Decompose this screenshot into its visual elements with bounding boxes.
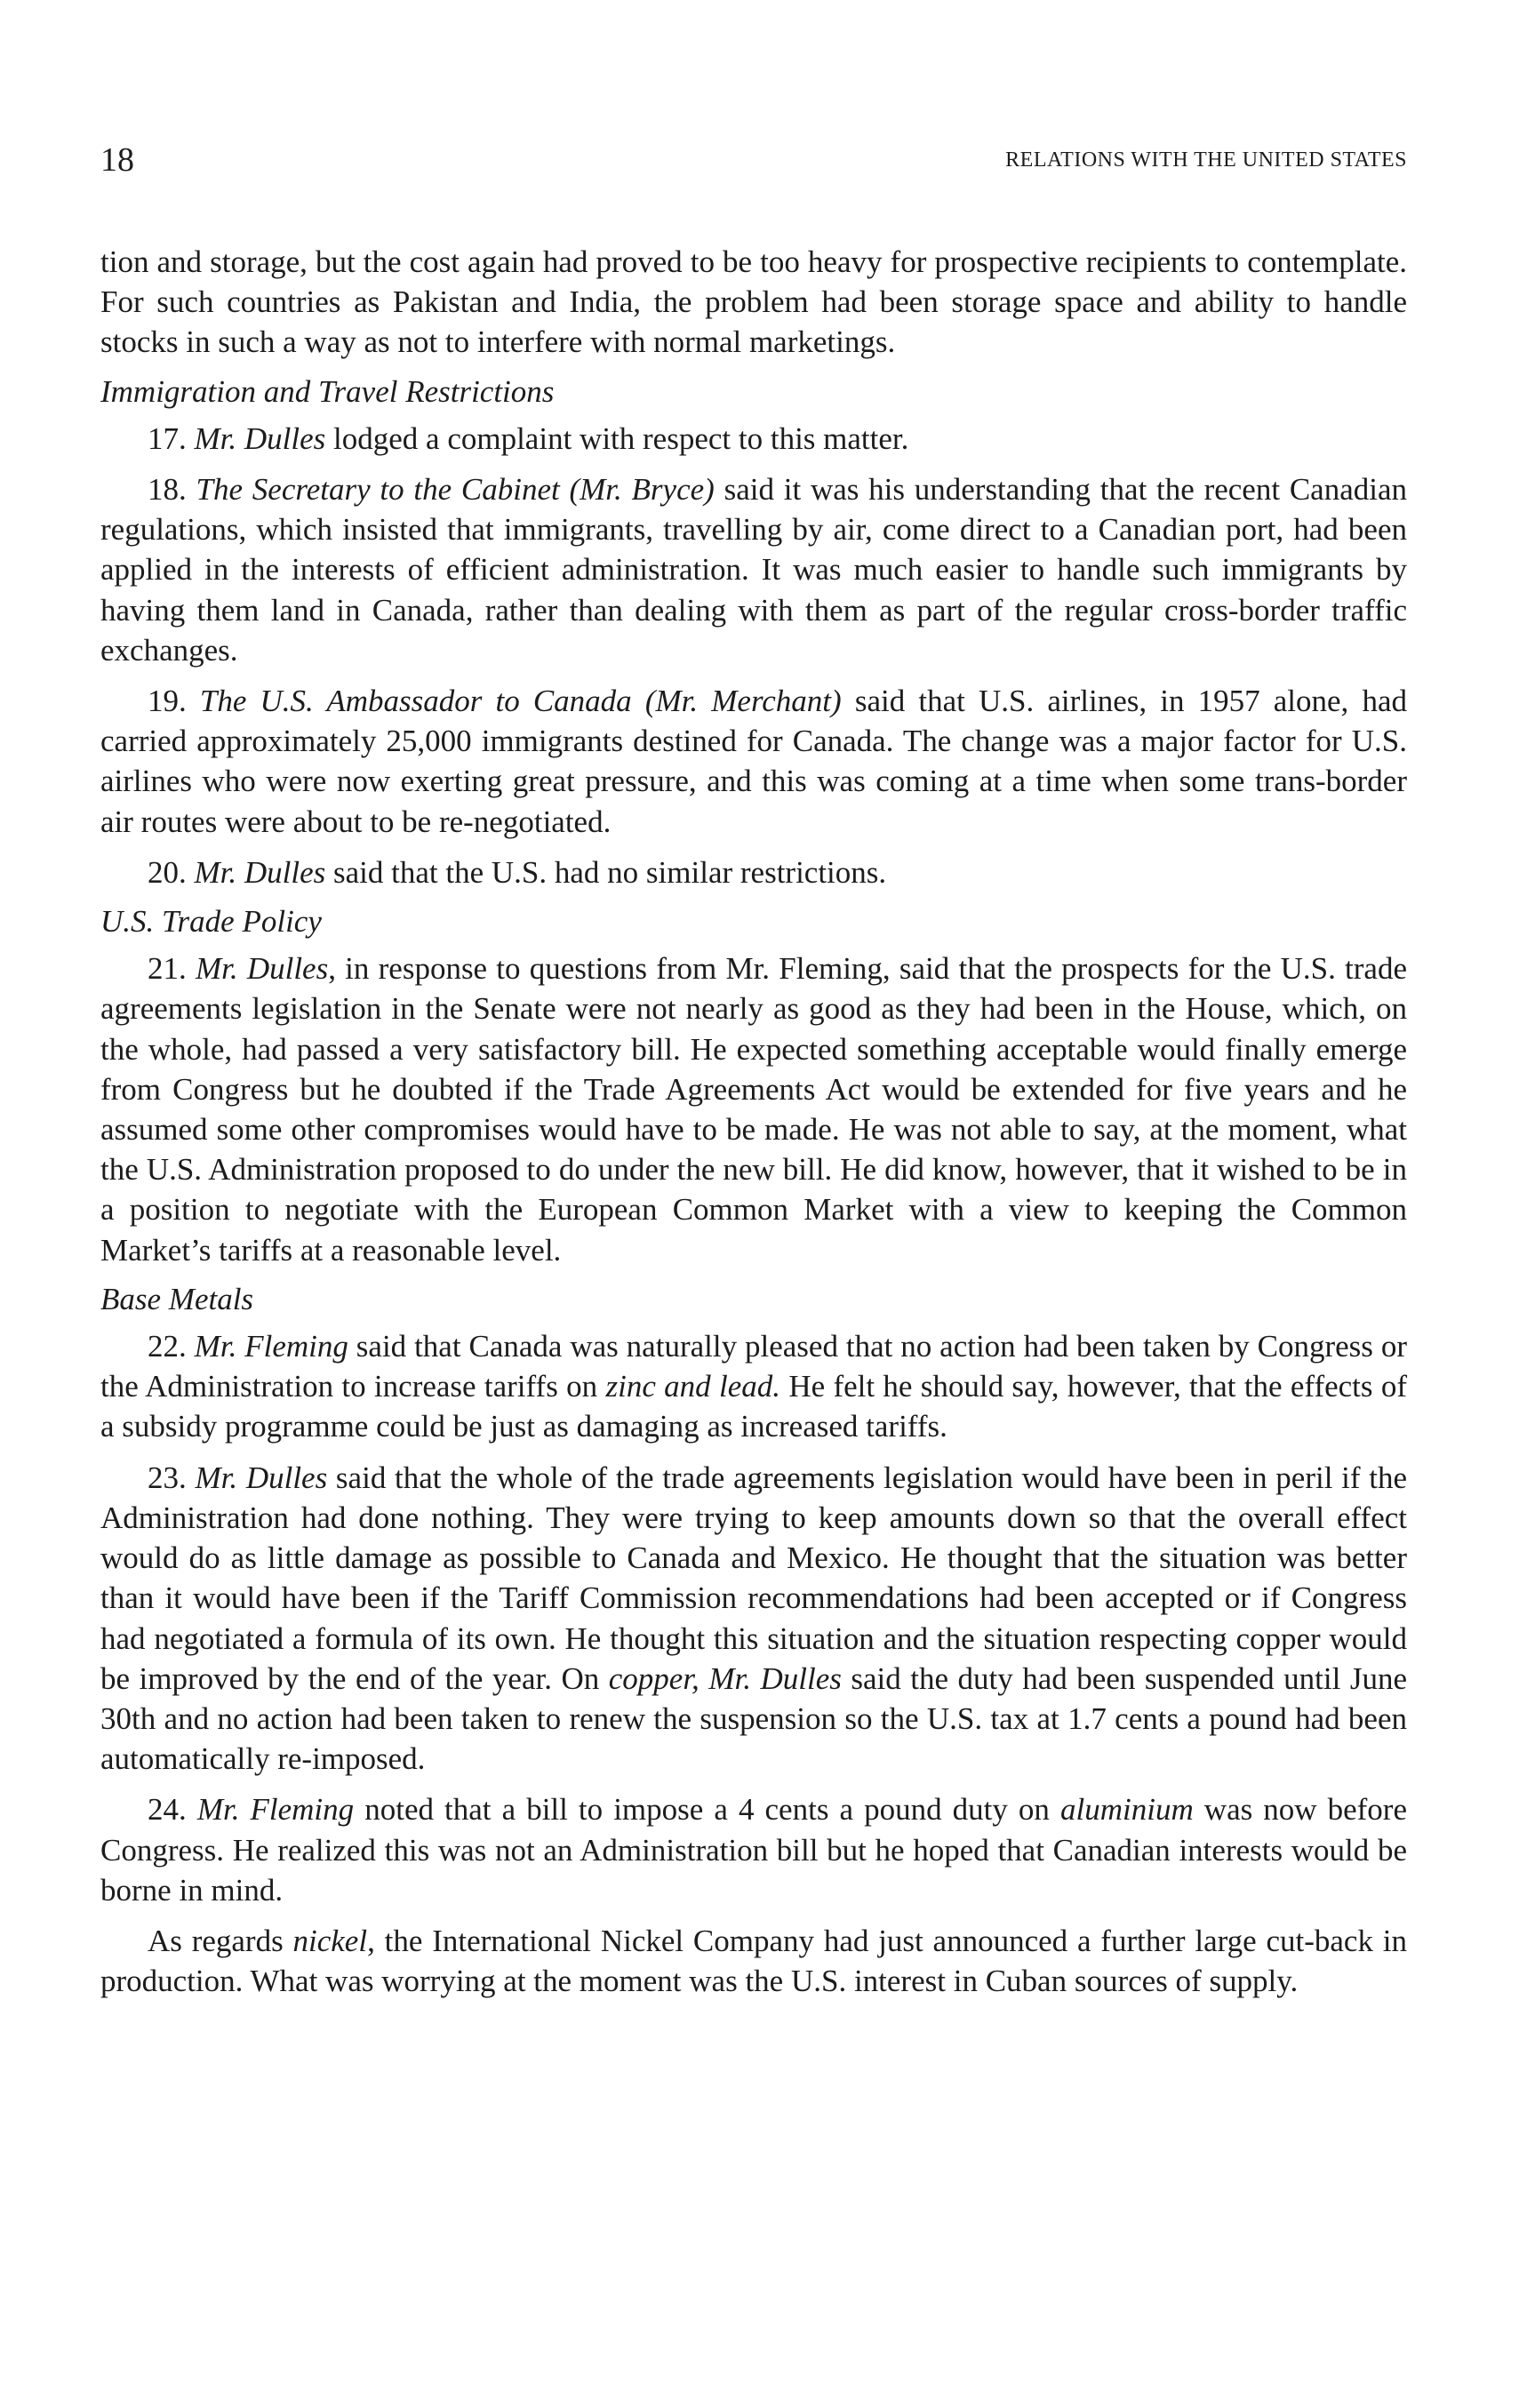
emphasis: zinc and lead. xyxy=(605,1369,780,1404)
paragraph-text: was now before Congress. He realized this was not an Administration bill but he hoped that Canadian interests would be borne in mind. xyxy=(100,1792,1408,1908)
paragraph-nickel xyxy=(100,1921,1407,2001)
paragraph-text: said that the U.S. had no similar restrictions. xyxy=(325,854,887,890)
paragraph-text: said it was his understanding that the recent Canadian regulations, which insisted that immigrants, travelling by air, come direct to a Canadian port, had been applied in the interests of efficient administration. It was much easier to handle such immigrants by having them land in Canada, rather than dealing with them as part of the regular cross-border traffic exchanges. xyxy=(100,472,1408,668)
paragraph-number: 17. xyxy=(148,420,187,456)
speaker: Mr. Dulles xyxy=(194,420,326,456)
speaker: The U.S. Ambassador to Canada (Mr. Merchant) xyxy=(199,684,842,719)
emphasis: aluminium xyxy=(1060,1792,1194,1828)
paragraph-text: lodged a complaint with respect to this matter. xyxy=(325,420,909,456)
paragraph-text: , the International Nickel Company had just announced a further large cut-back in production. What was worrying at the moment was the U.S. interest in Cuban sources of supply. xyxy=(100,1923,1407,1999)
section-heading-immigration: Immigration and Travel Restrictions xyxy=(100,373,555,409)
paragraph-text: , in response to questions from Mr. Fleming, said that the prospects for the U.S. trade agreements legislation in the Senate were not nearly as good as they had been in the House, which, on the whole, had passed a very satisfactory bill. He expected something acceptable would finally emerge from Congress but he doubted if the Trade Agreements Act would be extended for five years and he assumed some other compromises would have to be made. He was not able to say, at the moment, what the U.S. Administration proposed to do under the new bill. He did know, however, that it wished to be in a position to negotiate with the European Common Market with a view to keeping the Common Market’s tariffs at a reasonable level. xyxy=(100,951,1407,1268)
page-number: 18 xyxy=(100,141,134,179)
paragraph-23 xyxy=(100,1458,1407,1780)
paragraph-number: 24. xyxy=(148,1792,187,1828)
paragraph-number: 19. xyxy=(148,684,187,719)
paragraph-number: 22. xyxy=(148,1329,187,1364)
paragraph-number: 20. xyxy=(148,854,187,890)
paragraph-20 xyxy=(100,852,1407,892)
running-head: RELATIONS WITH THE UNITED STATES xyxy=(1005,148,1407,172)
paragraph-number: 21. xyxy=(148,951,187,987)
paragraph-text: said that U.S. airlines, in 1957 alone, had carried approximately 25,000 immigrants destined for Canada. The change was a major factor for U.S. airlines who were now exerting great pressure, and this was coming at a time when some trans-border air routes were about to be re-negotiated. xyxy=(100,684,1407,839)
paragraph-text: As regards xyxy=(148,1923,293,1958)
section-heading-base-metals: Base Metals xyxy=(100,1281,254,1316)
paragraph-text: He felt he should say, however, that the effects of a subsidy programme could be just as damaging as increased tariffs. xyxy=(100,1369,1408,1444)
paragraph-text: said the duty had been suspended until June 30th and no action had been taken to renew the suspension so the U.S. tax at 1.7 cents a pound had been automatically re-imposed. xyxy=(100,1660,1408,1777)
paragraph-22 xyxy=(100,1326,1407,1447)
body-text xyxy=(100,242,1407,2001)
paragraph-text: said that the whole of the trade agreements legislation would have been in peril if the Administration had done nothing. They were trying to keep amounts down so that the overall effect would do as little damage as possible to Canada and Mexico. He thought that the situation was better than it would have been if the Tariff Commission recommendations had been accepted or if Congress had negotiated a formula of its own. He thought this situation and the situation respecting copper would be improved by the end of the year. On xyxy=(100,1460,1407,1696)
speaker: Mr. Dulles xyxy=(195,951,329,987)
emphasis: copper, Mr. Dulles xyxy=(608,1660,842,1696)
speaker: Mr. Dulles xyxy=(194,854,326,890)
paragraph-18 xyxy=(100,469,1407,670)
paragraph-number: 23. xyxy=(148,1460,187,1495)
speaker: Mr. Fleming xyxy=(196,1792,355,1828)
speaker: Mr. Fleming xyxy=(194,1329,348,1364)
emphasis: nickel xyxy=(292,1923,368,1958)
speaker: The Secretary to the Cabinet (Mr. Bryce) xyxy=(196,472,715,508)
section-heading-trade-policy: U.S. Trade Policy xyxy=(100,904,322,940)
paragraph-text: said that Canada was naturally pleased that no action had been taken by Congress or the Administration to increase tariffs on xyxy=(100,1329,1407,1404)
page-header xyxy=(100,133,1407,187)
paragraph-21 xyxy=(100,948,1407,1270)
paragraph-19 xyxy=(100,681,1407,842)
paragraph-number: 18. xyxy=(148,472,187,508)
continuation-paragraph: tion and storage, but the cost again had proved to be too heavy for prospective recipients to contemplate. For such countries as Pakistan and India, the problem had been storage space and ability to handle stocks in such a way as not to interfere with normal marketings. xyxy=(100,244,1407,360)
paragraph-17 xyxy=(100,419,1407,459)
paragraph-text: noted that a bill to impose a 4 cents a pound duty on xyxy=(354,1792,1060,1828)
paragraph-24 xyxy=(100,1789,1407,1910)
speaker: Mr. Dulles xyxy=(195,1460,328,1495)
